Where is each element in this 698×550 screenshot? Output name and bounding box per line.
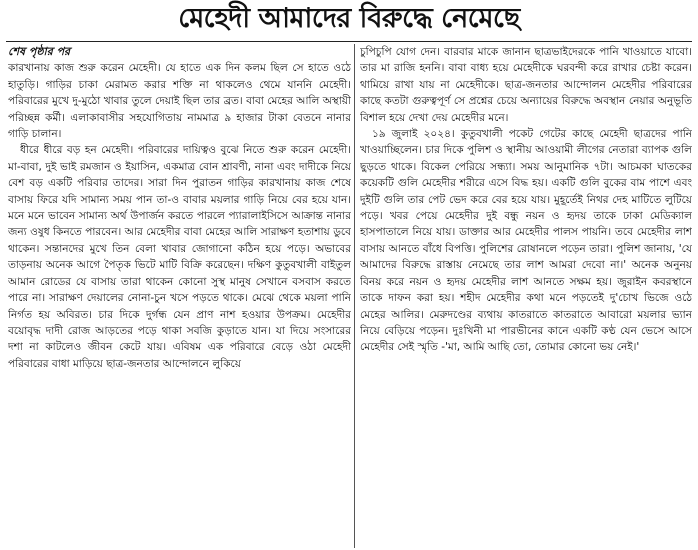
continued-label: শেষ পৃষ্ঠার পর [8, 45, 71, 58]
left-column [8, 44, 351, 550]
right-paragraph-2: ১৯ জুলাই ২০২৪। কুতুবখালী পকেট গেটের কাছে মেহেদী ছাত্রদের পানি খাওয়াচ্ছিলেন। চার দিকে পুলিশ ও স্থানীয় আওয়ামী লীগের নেতারা ব্যাপক গুলি ছুড়তে থাকে। বিকেল পেরিয়ে সন্ধ্যা। সময় আনুমানিক ৭টা। আচমকা ঘাতকের কয়েকটি গুলি মেহেদীর শরীরে এসে বিদ্ধ হয়। একটি গুলি বুকের বাম পাশে এবং দুইটি গুলি তার পেট ভেদ করে বের হয়ে যায়। মুহূর্তেই নিথর দেহ মাটিতে লুটিয়ে পড়ে। খবর পেয়ে মেহেদীর দুই বন্ধু নয়ন ও হৃদয় তাকে ঢাকা মেডিক্যাল হাসপাতালে নিয়ে যায়। ডাক্তার আর মেহেদীর পালস পায়নি। তবে মেহেদীর লাশ বাসায় আনতে বাঁধে বিপত্তি। পুলিশের রোষানলে পড়েন তারা। পুলিশ জানায়, 'যে আমাদের বিরুদ্ধে রাস্তায় নেমেছে তার লাশ আমরা দেবো না।' অনেক অনুনয় বিনয় করে নয়ন ও হৃদয় মেহেদীর লাশ আনতে সক্ষম হয়। জুরাইন কবরস্থানে তাকে দাফন করা হয়। শহীদ মেহেদীর কথা মনে পড়তেই দু'চোখ ভিজে ওঠে মেহের আলির। মেরুদণ্ডের ব্যথায় কাতরাতে কাতরাতে আবারো ময়লার ভ্যান নিয়ে বেড়িয়ে পড়েন। দুঃখিনী মা পারভীনের কানে একটি কণ্ঠ যেন ভেসে আসে মেহেদীর সেই স্মৃতি -'মা, আমি আছি তো, তোমার কোনো ভয় নেই।' [360, 128, 692, 354]
right-column [360, 44, 692, 550]
headline-rule [6, 41, 692, 42]
column-divider [354, 44, 355, 548]
right-paragraph-1: চুপিচুপি যোগ দেন। বারবার মাকে জানান ছাত্রভাইদেরকে পানি খাওয়াতে যাবো। তার মা রাজি হননি। বাবা বাধ্য হয়ে মেহেদীকে ঘরবন্দী করে রাখার চেষ্টা করেন। থামিয়ে রাখা যায় না মেহেদীকে। ছাত্র-জনতার আন্দোলন মেহেদীর পরিবারের কাছে কতটা গুরুত্বপূর্ণ সে প্রশ্নের চেয়ে অন্যায়ের বিরুদ্ধে অবস্থান নেয়ার অনুভূতি বিশাল হয়ে দেখা দেয় মেহেদীর মনে। [360, 46, 692, 124]
left-paragraph-2: ধীরে ধীরে বড় হন মেহেদী। পরিবারের দায়িত্বও বুঝে নিতে শুরু করেন মেহেদী। মা-বাবা, দুই ভাই রমজান ও ইয়াসিন, একমাত্র বোন শ্রাবণী, নানা এবং দাদীকে নিয়ে বেশ বড় একটি পরিবার তাদের। সারা দিন পুরাতন গাড়ির কারখানায় কাজ শেষে বাসায় ফিরে যদি সামান্য সময় পান তা-ও বাবার ময়লার গাড়ি নিয়ে বের হয়ে যান। মনে মনে ভাবেন সামান্য অর্থ উপার্জন করতে পারলে প্যারালাইসিসে আক্রান্ত নানার জন্য ওষুধ কিনতে পারবেন। আর মেহেদীর বাবা মেহের আলি সারাক্ষণ হতাশায় ডুবে থাকেন। সন্তানদের মুখে তিন বেলা খাবার জোগানো কঠিন হয়ে পড়ে। অভাবের তাড়নায় অনেক আগে পৈতৃক ভিটে মাটি বিক্রি করেছেন। দক্ষিণ কুতুবখালী বাইতুল আমান রোডের যে বাসায় তারা থাকেন কোনো সুস্থ মানুষ সেখানে বসবাস করতে পারে না। সারাক্ষণ দেয়ালের নোনা-চুন খসে পড়তে থাকে। মেঝে থেকে ময়লা পানি নির্গত হয় অবিরত। চার দিকে দুর্গন্ধ যেন প্রাণ নাশ হওয়ার উপক্রম। মেহেদীর বয়োবৃদ্ধ দাদী রোজ আড়তের পড়ে থাকা সবজি কুড়াতে যান। যা দিয়ে সংসারের দশা না কাটলেও জীবন কেটে যায়। এবিষম এক পরিবারে বেড়ে ওঠা মেহেদী পরিবারের বাধা মাড়িয়ে ছাত্র-জনতার আন্দোলনে লুকিয়ে [8, 144, 351, 370]
headline: মেহেদী আমাদের বিরুদ্ধে নেমেছে [178, 2, 520, 34]
left-paragraph-1: কারখানায় কাজ শুরু করেন মেহেদী। যে হাতে এক দিন কলম ছিল সে হাতে ওঠে হাতুড়ি। গাড়ির চাকা মেরামত করার শক্তি না থাকলেও থেমে যাননি মেহেদী। পরিবারের মুখে দু-মুঠো খাবার তুলে দেয়াই ছিল তার ব্রত। বাবা মেহের আলি অস্থায়ী পরিচ্ছন্ন কর্মী। এলাকাবাসীর সহযোগিতায় নামমাত্র ৯ হাজার টাকা বেতনে নানার গাড়ি চালান। [8, 62, 351, 141]
